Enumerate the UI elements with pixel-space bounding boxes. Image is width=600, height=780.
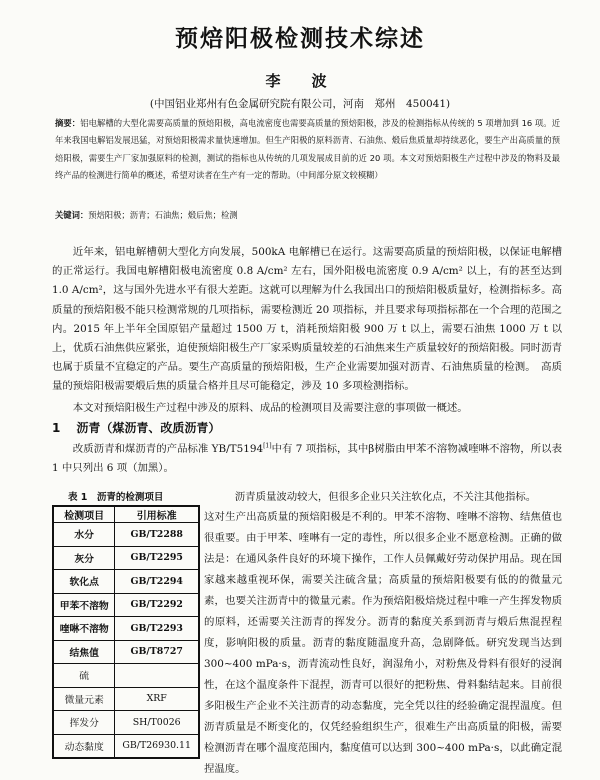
- table-cell-item: 灰分: [53, 546, 115, 570]
- table-row: [53, 593, 199, 617]
- table-cell-standard: XRF: [115, 687, 199, 711]
- table-cell-item: 挥发分: [53, 711, 115, 735]
- keywords: [55, 209, 560, 221]
- table-cell-item: 喹啉不溶物: [53, 617, 115, 641]
- affiliation: (中国铝业郑州有色金属研究院有限公司，河南 郑州 450041): [149, 98, 451, 110]
- table-caption: 表 1 沥青的检测项目: [68, 492, 164, 503]
- table-body: [53, 523, 199, 759]
- paper-title: 预焙阳极检测技术综述: [175, 26, 425, 52]
- table-row: [53, 546, 199, 570]
- table-row: [53, 734, 199, 758]
- table-cell-standard: GB/T8727: [115, 640, 199, 664]
- table-cell-item: 硫: [53, 664, 115, 688]
- section-number: 1: [52, 421, 61, 435]
- section-1-paragraph: [52, 440, 562, 478]
- section-1-text-a: 改质沥青和煤沥青的产品标准 YB/T5194: [72, 443, 264, 455]
- section-1-heading: [52, 419, 220, 436]
- table-row: [53, 664, 199, 688]
- section-1-text-b: 中有 7 项指标，其中β树脂由甲苯不溶物减喹啉不溶物，所以表 1 中只列出 6 项（加黑）。: [52, 443, 562, 475]
- table-cell-item: 动态黏度: [53, 734, 115, 758]
- table-cell-standard: GB/T2288: [115, 523, 199, 547]
- table-cell-standard: GB/T2293: [115, 617, 199, 641]
- table-cell-item: 软化点: [53, 570, 115, 594]
- table-cell-item: 结焦值: [53, 640, 115, 664]
- abstract-text: 铝电解槽的大型化需要高质量的预焙阳极，高电流密度也需要高质量的预焙阳极，涉及的检测指标从传统的 5 项增加到 16 项。近年来我国电解铝发展迅猛，对预焙阳极需求量快速增加。但生产阳极的原料沥青、石油焦、煅后焦质量却持续恶化，要生产出高质量的预焙阳极，需要生产厂家加强原料的检测，测试的指标也从传统的几项发展成目前的近 20 项。本文对预焙阳极生产过程中涉及的物料及最终产品的检测进行简单的概述，希望对读者在生产有一定的帮助。（中间部分原文较模糊）: [55, 118, 560, 181]
- table-row: [53, 523, 199, 547]
- table-row: [53, 640, 199, 664]
- table-cell-standard: SH/T0026: [115, 711, 199, 735]
- keywords-label: 关键词：: [55, 210, 89, 220]
- table-row: [53, 617, 199, 641]
- table-pitch-tests: [52, 505, 200, 759]
- table-cell-standard: GB/T2294: [115, 570, 199, 594]
- right-column-first-line: 沥青质量波动较大，但很多企业只关注软化点，不关注其他指标。: [234, 491, 537, 503]
- intro-paragraph-2: 本文对预焙阳极生产过程中涉及的原料、成品的检测项目及需要注意的事项做一概述。: [72, 402, 468, 414]
- table-cell-item: 微量元素: [53, 687, 115, 711]
- intro-paragraph-1: 近年来，铝电解槽朝大型化方向发展，500kA 电解槽已在运行。这需要高质量的预焙阳极，以保证电解槽的正常运行。我国电解槽阳极电流密度 0.8 A/cm² 左右，国外阳极电流密度 0.9 A/cm² 以上，有的甚至达到 1.0 A/cm²，这与国外先进水平有很大差距。这就可以理解为什么我国出口的预焙阳极质量好，检测指标多。高质量的预焙阳极不能只检测常规的几项指标，需要检测近 20 项指标，并且要求每项指标都在一个合理的范围之内。2015 年上半年全国原铝产量超过 1500 万 t，消耗预焙阳极 900 万 t 以上，需要石油焦 1000 万 t 以上，优质石油焦供应紧张，迫使预焙阳极生产厂家采购质量较差的石油焦来生产质量较好的预焙阳极。同时沥青也属于质量不宜稳定的产品。要生产高质量的预焙阳极，生产企业需要加强对沥青、石油焦质量的检测。 高质量的预焙阳极需要煅后焦的质量合格并且尽可能稳定，涉及 10 多项检测指标。: [52, 246, 562, 393]
- section-title: 沥青（煤沥青、改质沥青）: [76, 421, 221, 435]
- table-cell-item: 水分: [53, 523, 115, 547]
- table-cell-standard: GB/T2292: [115, 593, 199, 617]
- table-header-row: [53, 506, 199, 523]
- table-header-standard: 引用标准: [115, 506, 199, 523]
- table-row: [53, 687, 199, 711]
- table-cell-item: 甲苯不溶物: [53, 593, 115, 617]
- table-cell-standard: GB/T26930.11: [115, 734, 199, 758]
- table-header-item: 检测项目: [53, 506, 115, 523]
- author-name: 李 波: [265, 72, 335, 90]
- right-column-paragraph: 这对生产出高质量的预焙阳极是不利的。甲苯不溶物、喹啉不溶物、结焦值也很重要。由于甲苯、喹啉有一定的毒性，所以很多企业不愿意检测。正确的做法是：在通风条件良好的环境下操作，工作人员佩戴好劳动保护用品。现在国家越来越重视环保，需要关注硫含量；高质量的预焙阳极要有低的的微量元素，也要关注沥青中的微量元素。作为预焙阳极焙烧过程中唯一产生挥发物质的原料，还需要关注沥青的挥发分。沥青的黏度关系到沥青与煅后焦混捏程度，影响阳极的质量。沥青的黏度随温度升高，急剧降低。研究发现当达到 300~400 mPa·s，沥青流动性良好，润湿角小，对粉焦及骨料有很好的浸润性，在这个温度条件下混捏，沥青可以很好的把粉焦、骨料黏结起来。目前很多阳极生产企业不关注沥青的动态黏度，完全凭以往的经验确定混捏温度。但沥青质量是不断变化的，仅凭经验组织生产，很难生产出高质量的阳极，需要检测沥青在哪个温度范围内，黏度值可以达到 300~400 mPa·s，以此确定混捏温度。: [204, 511, 562, 775]
- abstract-label: 摘要：: [55, 118, 81, 128]
- table-row: [53, 570, 199, 594]
- citation-ref: [1]: [263, 442, 272, 450]
- table-cell-standard: GB/T2295: [115, 546, 199, 570]
- abstract: [55, 115, 560, 185]
- table-row: [53, 711, 199, 735]
- keywords-text: 预焙阳极；沥青；石油焦；煅后焦；检测: [88, 210, 238, 220]
- table-cell-standard: [115, 664, 199, 688]
